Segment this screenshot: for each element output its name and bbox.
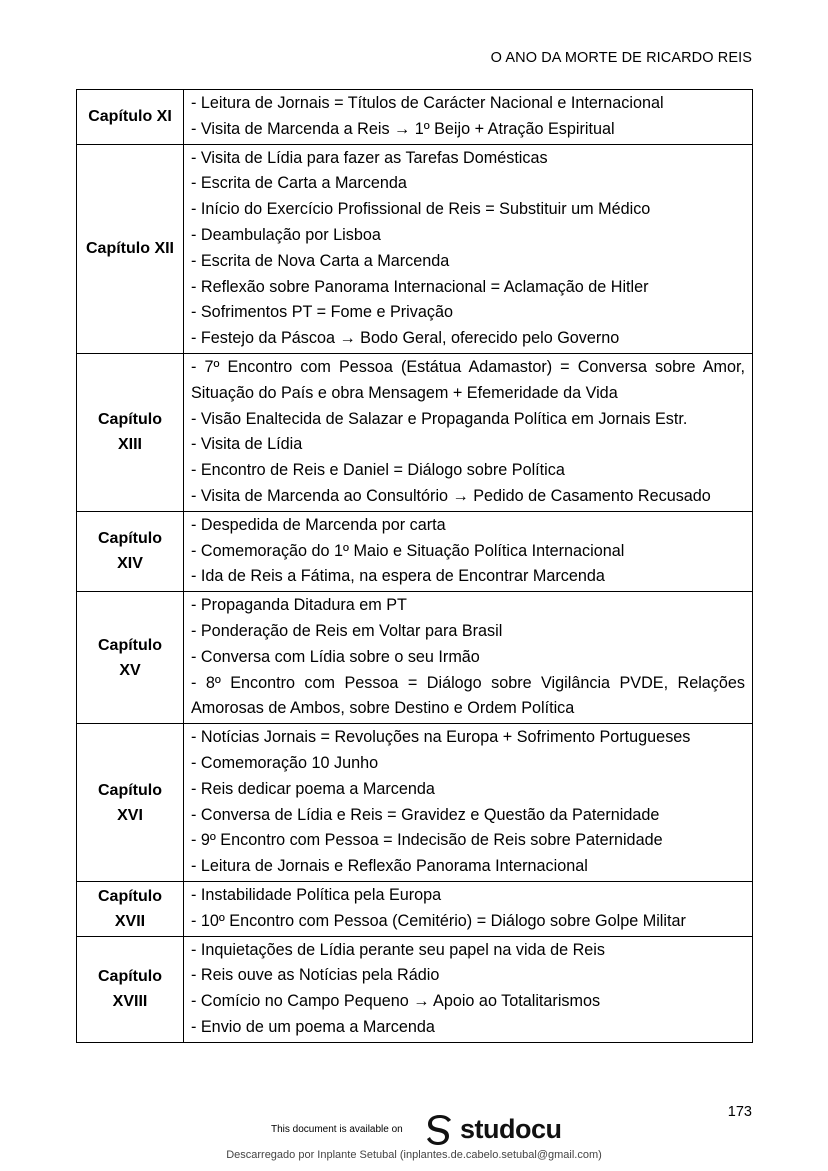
event-item: - Leitura de Jornais e Reflexão Panorama Internacional bbox=[191, 857, 588, 876]
chapter-events bbox=[184, 144, 753, 353]
chapter-events bbox=[184, 936, 753, 1042]
event-item: - Escrita de Carta a Marcenda bbox=[191, 174, 407, 193]
event-item: - Conversa de Lídia e Reis = Gravidez e Questão da Paternidade bbox=[191, 805, 660, 824]
event-item: - Comemoração do 1º Maio e Situação Política Internacional bbox=[191, 541, 625, 560]
event-item: - Leitura de Jornais = Títulos de Carácter Nacional e Internacional bbox=[191, 94, 664, 112]
chapter-label bbox=[77, 353, 184, 511]
chapter-label-line: Capítulo XI bbox=[88, 108, 172, 126]
chapter-label-line: XVIII bbox=[112, 993, 148, 1011]
event-item: - 10º Encontro com Pessoa (Cemitério) = Diálogo sobre Golpe Militar bbox=[191, 911, 686, 930]
chapter-row bbox=[77, 592, 753, 724]
chapter-events bbox=[184, 511, 753, 591]
event-item: - Visita de Lídia bbox=[191, 435, 303, 454]
chapter-label-line: Capítulo bbox=[98, 411, 162, 429]
chapter-label bbox=[77, 511, 184, 591]
event-item: - Notícias Jornais = Revoluções na Europa + Sofrimento Portugueses bbox=[191, 728, 691, 747]
event-item: - Visita de Marcenda a Reis → 1º Beijo + Atração Espiritual bbox=[191, 119, 615, 138]
event-item: - Conversa com Lídia sobre o seu Irmão bbox=[191, 647, 480, 666]
chapter-row bbox=[77, 936, 753, 1042]
chapter-events bbox=[184, 724, 753, 882]
studocu-brand[interactable] bbox=[424, 1112, 562, 1146]
download-attribution: Descarregado por Inplante Setubal (inplantes.de.cabelo.setubal@gmail.com) bbox=[226, 1149, 602, 1161]
event-item: - 8º Encontro com Pessoa = Diálogo sobre Vigilância PVDE, Relações Amorosas de Ambos, sobre Destino e Ordem Política bbox=[191, 673, 745, 718]
chapter-label-line: Capítulo bbox=[98, 781, 162, 799]
chapter-events bbox=[184, 881, 753, 936]
event-item: - Encontro de Reis e Daniel = Diálogo sobre Política bbox=[191, 461, 565, 480]
chapter-label-line: Capítulo bbox=[98, 530, 162, 548]
chapter-label-line: XVI bbox=[117, 806, 143, 824]
chapter-label bbox=[77, 881, 184, 936]
event-item: - Inquietações de Lídia perante seu papel na vida de Reis bbox=[191, 940, 605, 959]
event-item: - Envio de um poema a Marcenda bbox=[191, 1017, 435, 1036]
chapter-events bbox=[184, 353, 753, 511]
event-item: - Reflexão sobre Panorama Internacional = Aclamação de Hitler bbox=[191, 277, 649, 296]
chapter-label-line: Capítulo bbox=[98, 636, 162, 654]
chapter-row bbox=[77, 511, 753, 591]
chapter-label bbox=[77, 144, 184, 353]
event-item: - Despedida de Marcenda por carta bbox=[191, 515, 446, 534]
chapter-label-line: XIV bbox=[117, 555, 143, 573]
event-item: - Instabilidade Política pela Europa bbox=[191, 885, 442, 904]
chapter-label-line: Capítulo bbox=[98, 887, 162, 905]
event-item: - 9º Encontro com Pessoa = Indecisão de Reis sobre Paternidade bbox=[191, 831, 663, 850]
event-item: - Deambulação por Lisboa bbox=[191, 225, 381, 244]
chapter-label bbox=[77, 592, 184, 724]
chapter-row bbox=[77, 144, 753, 353]
chapter-label-line: XVII bbox=[114, 912, 146, 930]
chapter-summary-table bbox=[76, 89, 753, 1043]
event-item: - Visita de Lídia para fazer as Tarefas Domésticas bbox=[191, 148, 548, 167]
event-item: - Escrita de Nova Carta a Marcenda bbox=[191, 251, 450, 270]
event-item: - Sofrimentos PT = Fome e Privação bbox=[191, 303, 453, 322]
event-item: - Ponderação de Reis em Voltar para Brasil bbox=[191, 621, 503, 640]
event-item: - Reis dedicar poema a Marcenda bbox=[191, 779, 435, 798]
chapter-label-line: Capítulo bbox=[98, 968, 162, 986]
running-header: O ANO DA MORTE DE RICARDO REIS bbox=[490, 50, 752, 66]
studocu-wordmark: studocu bbox=[460, 1113, 562, 1144]
event-item: - Festejo da Páscoa → Bodo Geral, oferecido pelo Governo bbox=[191, 329, 620, 348]
chapter-label bbox=[77, 90, 184, 145]
availability-note: This document is available on bbox=[271, 1124, 403, 1135]
chapter-row bbox=[77, 353, 753, 511]
chapter-label bbox=[77, 724, 184, 882]
chapter-label-line: XV bbox=[119, 661, 141, 679]
event-item: - Comemoração 10 Junho bbox=[191, 753, 379, 772]
chapter-label-line: XIII bbox=[117, 436, 142, 454]
event-item: - Visão Enaltecida de Salazar e Propaganda Política em Jornais Estr. bbox=[191, 409, 688, 428]
chapter-row bbox=[77, 724, 753, 882]
event-item: - 7º Encontro com Pessoa (Estátua Adamastor) = Conversa sobre Amor, Situação do País e obra Mensagem + Efemeridade da Vida bbox=[191, 357, 745, 402]
event-item: - Reis ouve as Notícias pela Rádio bbox=[191, 966, 440, 985]
event-item: - Ida de Reis a Fátima, na espera de Encontrar Marcenda bbox=[191, 567, 605, 586]
chapter-events bbox=[184, 592, 753, 724]
chapter-label bbox=[77, 936, 184, 1042]
event-item: - Propaganda Ditadura em PT bbox=[191, 596, 407, 615]
page-number: 173 bbox=[727, 1104, 752, 1120]
event-item: - Comício no Campo Pequeno → Apoio ao Totalitarismos bbox=[191, 992, 601, 1011]
event-item: - Visita de Marcenda ao Consultório → Pedido de Casamento Recusado bbox=[191, 486, 711, 505]
studocu-logo-icon bbox=[424, 1112, 456, 1146]
chapter-row bbox=[77, 881, 753, 936]
chapter-events bbox=[184, 90, 753, 145]
event-item: - Início do Exercício Profissional de Reis = Substituir um Médico bbox=[191, 200, 651, 219]
chapter-label-line: Capítulo XII bbox=[86, 240, 174, 258]
chapter-row bbox=[77, 90, 753, 145]
